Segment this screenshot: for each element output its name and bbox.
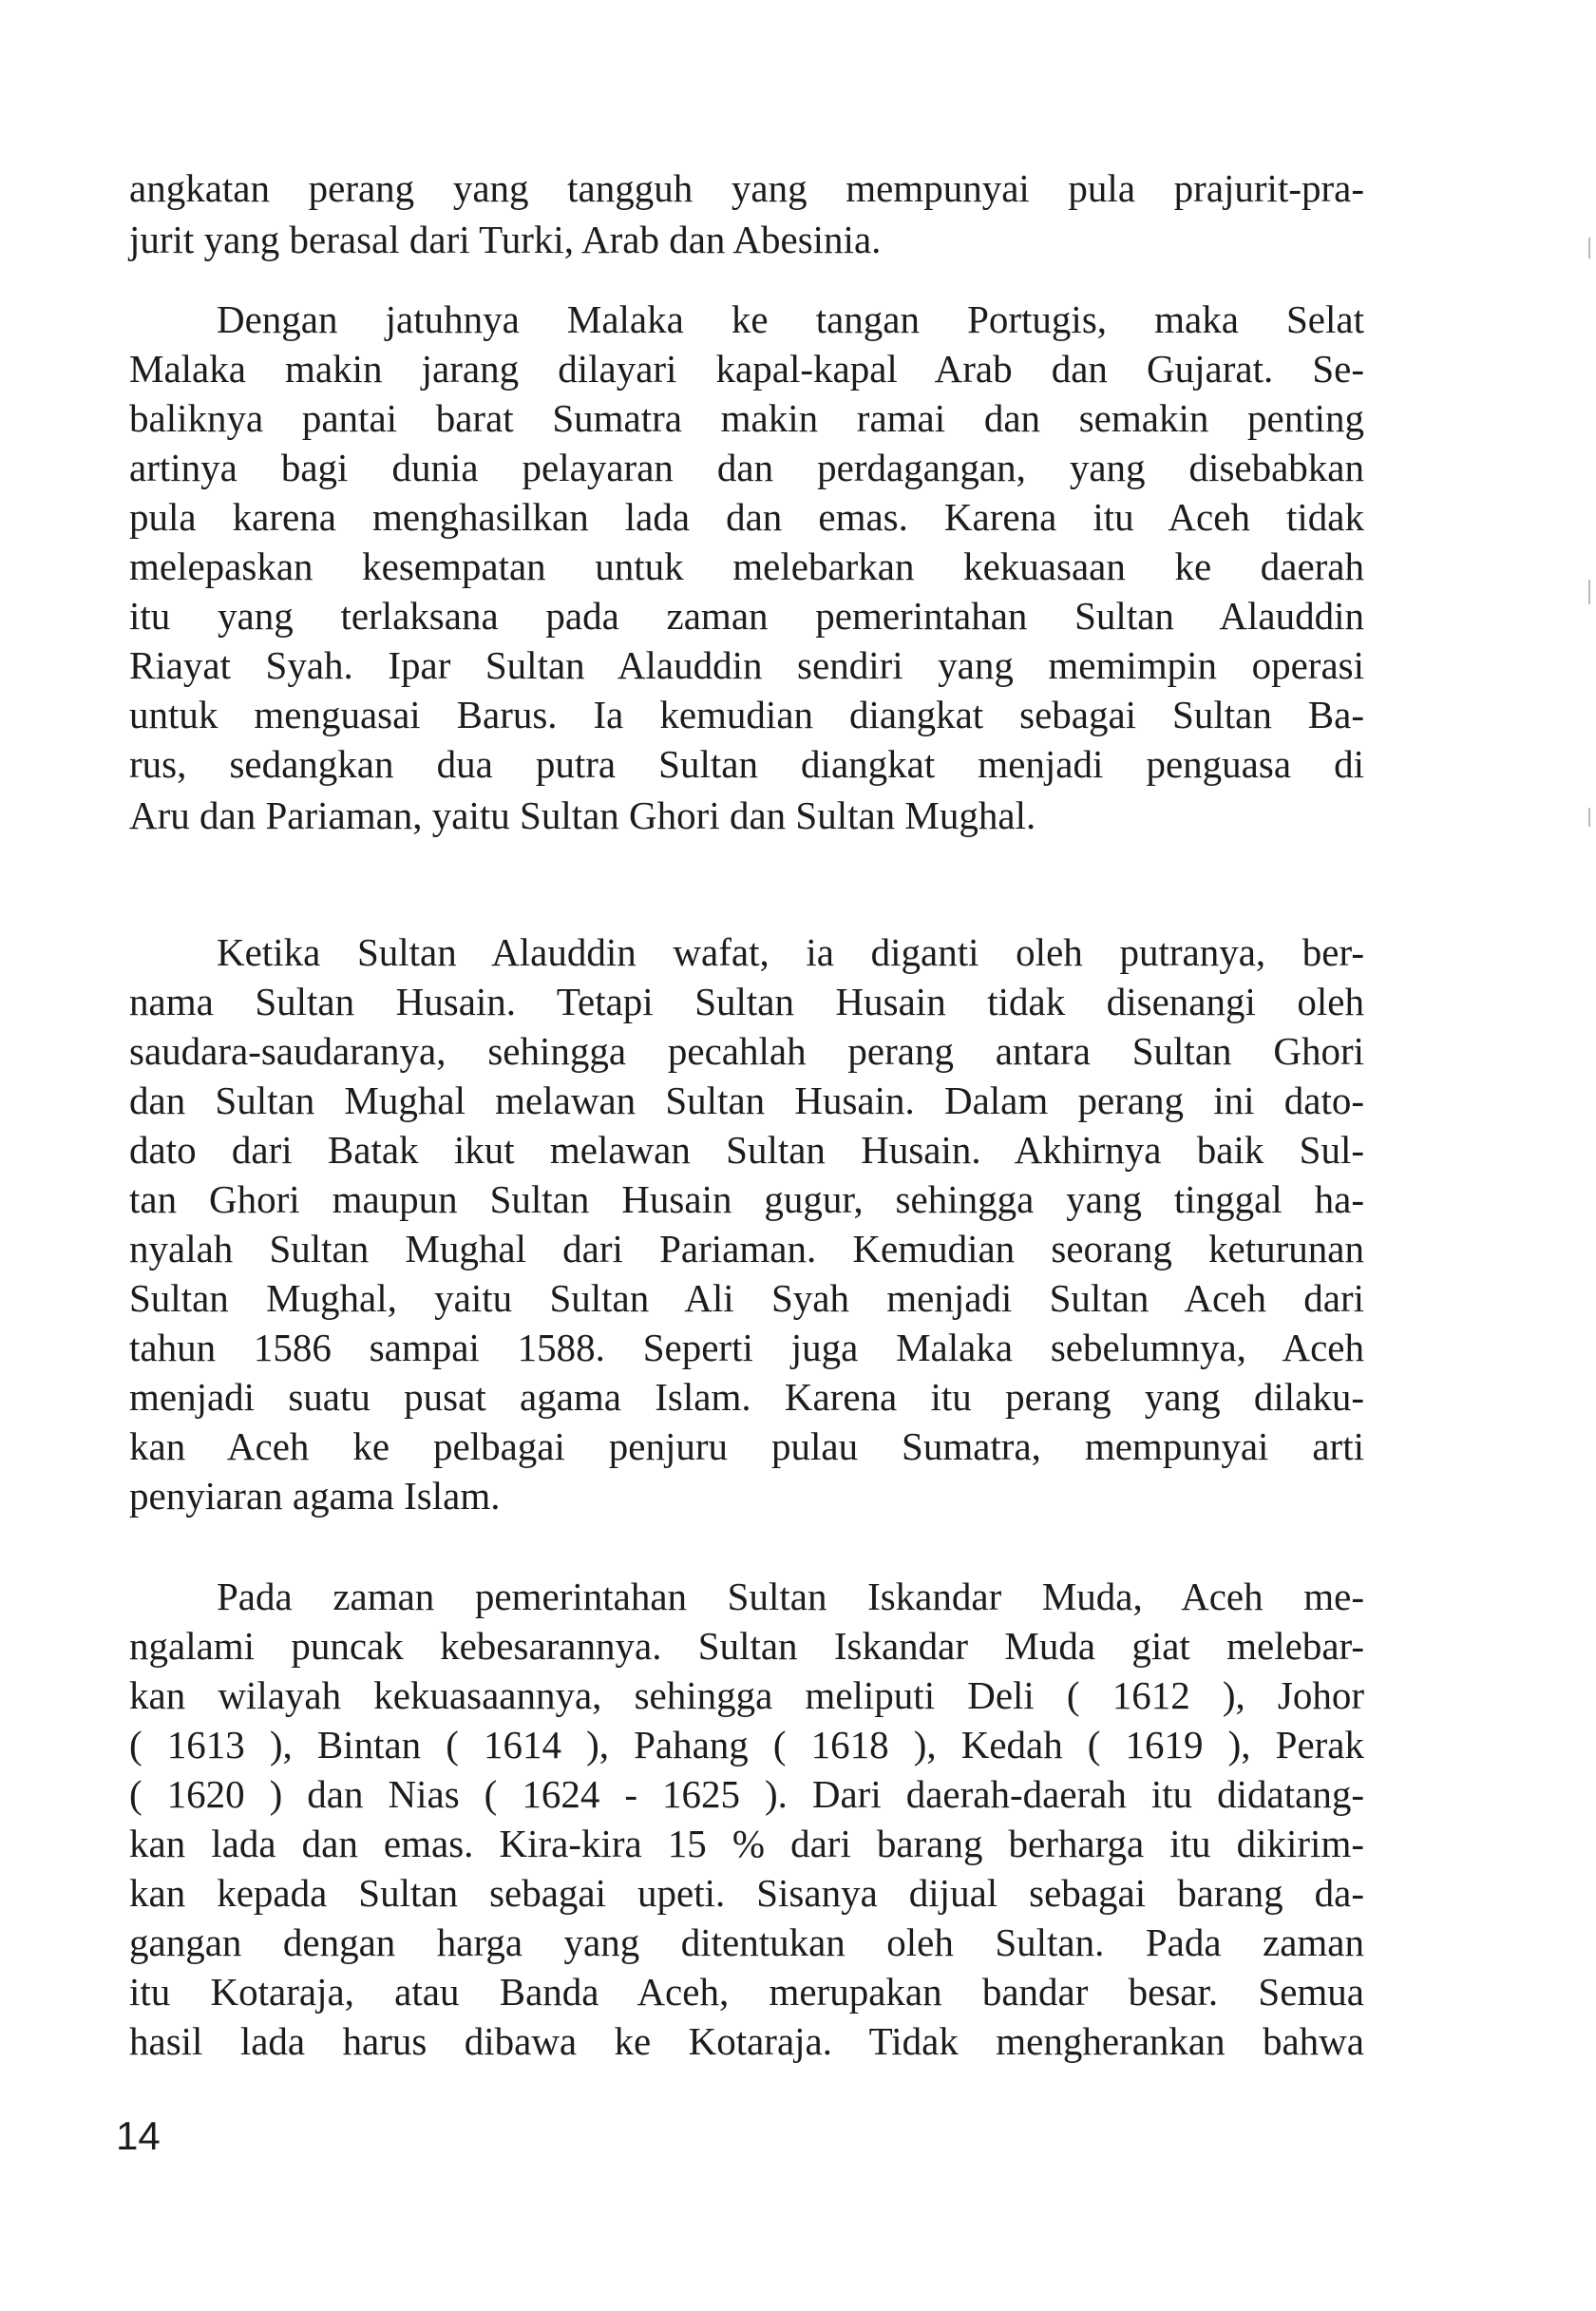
scan-mark — [1588, 580, 1590, 604]
text-line: Sultan Mughal, yaitu Sultan Ali Syah menjadi Sultan Aceh dari — [129, 1276, 1364, 1320]
text-line: tan Ghori maupun Sultan Husain gugur, sehingga yang tinggal ha- — [129, 1177, 1364, 1221]
scan-mark — [1588, 808, 1590, 827]
text-line: dato dari Batak ikut melawan Sultan Husain. Akhirnya baik Sul- — [129, 1128, 1364, 1172]
text-line: untuk menguasai Barus. Ia kemudian diangkat sebagai Sultan Ba- — [129, 693, 1364, 736]
text-line: itu yang terlaksana pada zaman pemerintahan Sultan Alauddin — [129, 594, 1364, 638]
text-line: hasil lada harus dibawa ke Kotaraja. Tidak mengherankan bahwa — [129, 2019, 1364, 2063]
text-line: rus, sedangkan dua putra Sultan diangkat menjadi penguasa di — [129, 742, 1364, 786]
text-line: kan Aceh ke pelbagai penjuru pulau Sumatra, mempunyai arti — [129, 1424, 1364, 1468]
text-line: artinya bagi dunia pelayaran dan perdagangan, yang disebabkan — [129, 446, 1364, 489]
text-line: dan Sultan Mughal melawan Sultan Husain. Dalam perang ini dato- — [129, 1079, 1364, 1122]
text-line: Dengan jatuhnya Malaka ke tangan Portugis, maka Selat — [217, 297, 1364, 341]
text-line: Aru dan Pariaman, yaitu Sultan Ghori dan Sultan Mughal. — [129, 793, 1036, 837]
text-line: melepaskan kesempatan untuk melebarkan kekuasaan ke daerah — [129, 544, 1364, 588]
text-line: nama Sultan Husain. Tetapi Sultan Husain tidak disenangi oleh — [129, 980, 1364, 1023]
scan-mark — [1588, 238, 1590, 258]
text-line: kan kepada Sultan sebagai upeti. Sisanya dijual sebagai barang da- — [129, 1871, 1364, 1915]
text-line: pula karena menghasilkan lada dan emas. Karena itu Aceh tidak — [129, 495, 1364, 539]
text-line: Pada zaman pemerintahan Sultan Iskandar Muda, Aceh me- — [217, 1575, 1364, 1618]
text-line: ( 1613 ), Bintan ( 1614 ), Pahang ( 1618 ), Kedah ( 1619 ), Perak — [129, 1723, 1364, 1767]
text-line: kan lada dan emas. Kira-kira 15 % dari barang berharga itu dikirim- — [129, 1822, 1364, 1865]
page-number: 14 — [116, 2113, 161, 2158]
text-line: Malaka makin jarang dilayari kapal-kapal Arab dan Gujarat. Se- — [129, 347, 1364, 391]
text-line: kan wilayah kekuasaannya, sehingga meliputi Deli ( 1612 ), Johor — [129, 1673, 1364, 1717]
text-line: Ketika Sultan Alauddin wafat, ia diganti oleh putranya, ber- — [217, 930, 1364, 974]
text-line: nyalah Sultan Mughal dari Pariaman. Kemudian seorang keturunan — [129, 1227, 1364, 1270]
text-line: menjadi suatu pusat agama Islam. Karena itu perang yang dilaku- — [129, 1375, 1364, 1419]
text-line: ( 1620 ) dan Nias ( 1624 - 1625 ). Dari daerah-daerah itu didatang- — [129, 1772, 1364, 1816]
text-line: angkatan perang yang tangguh yang mempunyai pula prajurit-pra- — [129, 166, 1364, 210]
text-line: Riayat Syah. Ipar Sultan Alauddin sendiri yang memimpin operasi — [129, 643, 1364, 687]
text-line: itu Kotaraja, atau Banda Aceh, merupakan bandar besar. Semua — [129, 1970, 1364, 2014]
text-line: ngalami puncak kebesarannya. Sultan Iskandar Muda giat melebar- — [129, 1624, 1364, 1668]
text-line: jurit yang berasal dari Turki, Arab dan Abesinia. — [129, 218, 882, 261]
text-line: saudara-saudaranya, sehingga pecahlah perang antara Sultan Ghori — [129, 1029, 1364, 1073]
text-line: gangan dengan harga yang ditentukan oleh Sultan. Pada zaman — [129, 1920, 1364, 1964]
text-line: tahun 1586 sampai 1588. Seperti juga Malaka sebelumnya, Aceh — [129, 1326, 1364, 1369]
text-line: baliknya pantai barat Sumatra makin ramai dan semakin penting — [129, 396, 1364, 440]
text-line: penyiaran agama Islam. — [129, 1474, 501, 1518]
